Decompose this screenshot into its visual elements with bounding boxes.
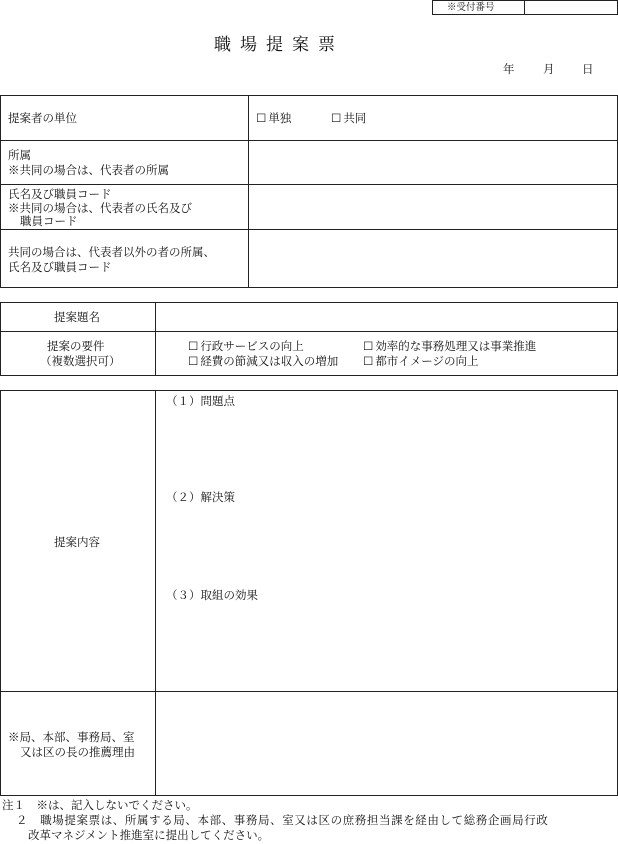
affiliation-field[interactable] bbox=[250, 142, 616, 183]
proposer-row-line-2 bbox=[0, 184, 618, 185]
date-year-label: 年 bbox=[503, 62, 515, 76]
recommendation-label-2: 又は区の長の推薦理由 bbox=[20, 745, 135, 759]
proposal-content-field[interactable] bbox=[157, 410, 616, 689]
other-members-label-1: 共同の場合は、代表者以外の者の所属、 bbox=[8, 245, 215, 259]
content-solution-heading: （２）解決策 bbox=[166, 490, 235, 504]
proposal-content-label: 提案内容 bbox=[54, 535, 100, 549]
note-2-line-2: 改革マネジメント推進室に提出してください。 bbox=[28, 828, 270, 842]
proposal-row-line bbox=[0, 331, 618, 332]
affiliation-note: ※共同の場合は、代表者の所属 bbox=[8, 163, 169, 177]
content-row-line bbox=[0, 691, 618, 692]
name-code-note-1: ※共同の場合は、代表者の氏名及び bbox=[8, 201, 192, 215]
proposer-table-divider bbox=[248, 95, 249, 288]
proposer-row-line-3 bbox=[0, 229, 618, 230]
req-efficiency-checkbox[interactable]: ☐ 効率的な事務処理又は事業推進 bbox=[363, 339, 536, 353]
req-city-image-checkbox[interactable]: ☐ 都市イメージの向上 bbox=[363, 354, 478, 368]
content-problem-heading: （１）問題点 bbox=[166, 394, 235, 408]
option-joint-checkbox[interactable]: ☐ 共同 bbox=[331, 111, 366, 125]
receipt-number-label: ※受付番号 bbox=[447, 2, 495, 13]
requirements-label: 提案の要件 bbox=[47, 339, 105, 353]
proposal-table-divider bbox=[155, 302, 156, 376]
receipt-number-field[interactable] bbox=[528, 1, 614, 14]
requirements-note: （複数選択可） bbox=[40, 354, 121, 368]
recommendation-label-1: ※局、本部、事務局、室 bbox=[8, 730, 135, 744]
name-code-field[interactable] bbox=[250, 186, 616, 228]
option-single-checkbox[interactable]: ☐ 単独 bbox=[256, 111, 291, 125]
name-code-note-2: 職員コード bbox=[20, 214, 78, 228]
other-members-label-2: 氏名及び職員コード bbox=[8, 260, 112, 274]
content-effect-heading: （３）取組の効果 bbox=[166, 588, 258, 602]
note-2-line-1: ２ 職場提案票は、所属する局、本部、事務局、室又は区の庶務担当課を経由して総務企画局行政 bbox=[16, 813, 549, 827]
other-members-field[interactable] bbox=[250, 231, 616, 287]
name-code-label: 氏名及び職員コード bbox=[8, 187, 112, 201]
req-cost-reduction-checkbox[interactable]: ☐ 経費の節減又は収入の増加 bbox=[188, 354, 338, 368]
proposal-title-field[interactable] bbox=[157, 304, 616, 330]
note-1: 注１ ※は、記入しないでください。 bbox=[2, 798, 198, 812]
receipt-divider bbox=[524, 0, 525, 15]
req-public-service-checkbox[interactable]: ☐ 行政サービスの向上 bbox=[188, 339, 304, 353]
content-table-divider bbox=[155, 390, 156, 796]
proposer-unit-label: 提案者の単位 bbox=[8, 111, 77, 125]
date-day-label: 日 bbox=[582, 62, 594, 76]
recommendation-field[interactable] bbox=[157, 693, 616, 795]
page-title: 職場提案票 bbox=[214, 35, 344, 55]
proposer-row-line-1 bbox=[0, 140, 618, 141]
date-month-label: 月 bbox=[543, 62, 555, 76]
proposal-title-label: 提案題名 bbox=[54, 310, 100, 324]
affiliation-label: 所属 bbox=[8, 148, 31, 162]
